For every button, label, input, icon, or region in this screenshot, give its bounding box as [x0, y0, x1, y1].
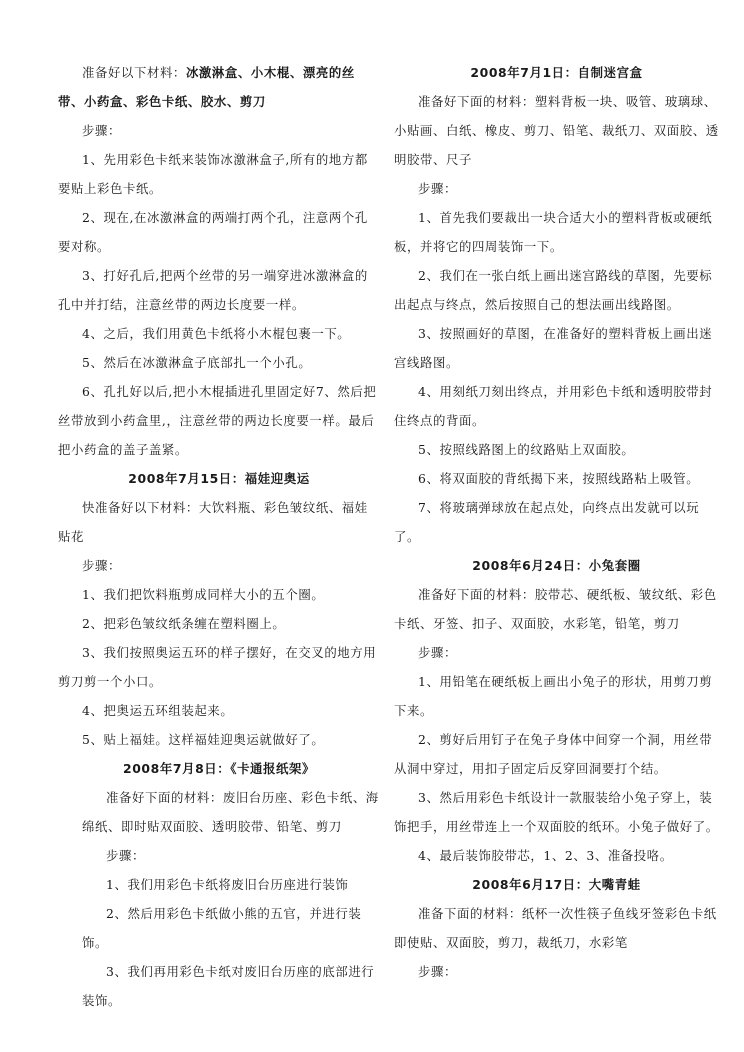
- section-heading: [394, 58, 719, 87]
- step-5: 5、贴上福娃。这样福娃迎奥运就做好了。: [82, 732, 325, 747]
- section-big-mouth-frog: [394, 870, 719, 986]
- step-3: 3、我们按照奥运五环的样子摆好，在交叉的地方用剪刀剪一个小口。: [58, 645, 377, 689]
- heading-date: 2008年7月8日：: [122, 761, 231, 776]
- materials-list: 冰激淋盒、小木棍、漂亮的丝带、小药盒、彩色卡纸、胶水、剪刀: [58, 65, 355, 109]
- step-2: 2、把彩色皱纹纸条缠在塑料圈上。: [82, 616, 286, 631]
- step-4: 4、最后装饰胶带芯，1、2、3、准备投咯。: [418, 848, 673, 863]
- step-4: 4、把奥运五环组装起来。: [82, 703, 234, 718]
- section-heading: [58, 754, 380, 783]
- step-2: 2、剪好后用钉子在兔子身体中间穿一个洞，用丝带从洞中穿过，用扣子固定后反穿回洞要打个结。: [394, 732, 713, 776]
- step-1: 1、我们把饮料瓶剪成同样大小的五个圈。: [82, 587, 325, 602]
- step-6: 6、将双面胶的背纸揭下来，按照线路粘上吸管。: [418, 471, 700, 486]
- left-column: [58, 58, 380, 1015]
- step-2: 2、现在,在冰激淋盒的两端打两个孔，注意两个孔要对称。: [58, 210, 368, 254]
- materials-paragraph: 准备好下面的材料：废旧台历座、彩色卡纸、海绵纸、即时贴双面胶、透明胶带、铅笔、剪刀: [82, 790, 379, 834]
- materials-label: 准备好以下材料：: [82, 65, 186, 80]
- step-1: 1、我们用彩色卡纸将废旧台历座进行装饰: [106, 877, 349, 892]
- heading-title: 福娃迎奥运: [244, 471, 310, 486]
- section-fuwa-olympics: [58, 464, 380, 754]
- steps-label: 步骤：: [82, 123, 121, 138]
- heading-title: 自制迷宫盒: [577, 65, 643, 80]
- heading-date: 2008年6月24日：: [472, 558, 589, 573]
- step-3: 3、按照画好的草图，在准备好的塑料背板上画出迷宫线路图。: [394, 326, 713, 370]
- steps-label: 步骤：: [418, 964, 457, 979]
- materials-paragraph: [58, 58, 380, 116]
- heading-date: 2008年6月17日：: [472, 877, 589, 892]
- section-heading: [394, 870, 719, 899]
- steps-label: 步骤：: [82, 558, 121, 573]
- step-3: 3、打好孔后,把两个丝带的另一端穿进冰激淋盒的孔中并打结，注意丝带的两边长度要一样。: [58, 268, 368, 312]
- indented-block: [58, 783, 380, 1015]
- step-1: 1、用铅笔在硬纸板上画出小兔子的形状，用剪刀剪下来。: [394, 674, 713, 718]
- section-ice-cream-box: [58, 58, 380, 464]
- steps-label: 步骤：: [418, 181, 457, 196]
- heading-title: 《卡通报纸架》: [230, 761, 316, 776]
- section-heading: [394, 551, 719, 580]
- step-7: 7、将玻璃弹球放在起点处，向终点出发就可以玩了。: [394, 500, 700, 544]
- step-3: 3、然后用彩色卡纸设计一款服装给小兔子穿上，装饰把手，用丝带连上一个双面胶的纸环。小兔子做好了。: [394, 790, 719, 834]
- section-heading: [58, 464, 380, 493]
- step-1: 1、先用彩色卡纸来装饰冰激淋盒子,所有的地方都要贴上彩色卡纸。: [58, 152, 368, 196]
- step-5: 5、按照线路图上的纹路贴上双面胶。: [418, 442, 635, 457]
- materials-paragraph: 准备好下面的材料：胶带芯、硬纸板、皱纹纸、彩色卡纸、牙签、扣子、双面胶，水彩笔，铅笔，剪刀: [394, 587, 717, 631]
- step-2: 2、然后用彩色卡纸做小熊的五官，并进行装饰。: [82, 906, 362, 950]
- section-maze-box: [394, 58, 719, 551]
- step-4: 4、之后，我们用黄色卡纸将小木棍包裹一下。: [82, 326, 351, 341]
- materials-paragraph: 准备下面的材料：纸杯一次性筷子鱼线牙签彩色卡纸即使贴、双面胶，剪刀，裁纸刀，水彩笔: [394, 906, 717, 950]
- step-2: 2、我们在一张白纸上画出迷宫路线的草图，先要标出起点与终点，然后按照自己的想法画出线路图。: [394, 268, 713, 312]
- right-column: [394, 58, 719, 986]
- heading-date: 2008年7月15日：: [128, 471, 245, 486]
- step-4: 4、用刻纸刀刻出终点，并用彩色卡纸和透明胶带封住终点的背面。: [394, 384, 713, 428]
- materials-paragraph: 准备好下面的材料：塑料背板一块、吸管、玻璃球、小贴画、白纸、橡皮、剪刀、铅笔、裁纸刀、双面胶、透明胶带、尺子: [394, 94, 719, 167]
- section-rabbit-ring-toss: [394, 551, 719, 870]
- steps-label: 步骤：: [418, 645, 457, 660]
- heading-date: 2008年7月1日：: [470, 65, 578, 80]
- section-newspaper-rack: [58, 754, 380, 1015]
- materials-paragraph: 快准备好以下材料：大饮料瓶、彩色皱纹纸、福娃贴花: [58, 500, 368, 544]
- heading-title: 小兔套圈: [588, 558, 641, 573]
- heading-title: 大嘴青蛙: [588, 877, 641, 892]
- steps-label: 步骤：: [106, 848, 145, 863]
- step-3: 3、我们再用彩色卡纸对废旧台历座的底部进行装饰。: [82, 964, 375, 1008]
- step-1: 1、首先我们要裁出一块合适大小的塑料背板或硬纸板，并将它的四周装饰一下。: [394, 210, 713, 254]
- step-5: 5、然后在冰激淋盒子底部扎一个小孔。: [82, 355, 312, 370]
- step-6: 6、孔扎好以后,把小木棍插进孔里固定好7、然后把丝带放到小药盒里,，注意丝带的两边长度要一样。最后把小药盒的盖子盖紧。: [58, 384, 377, 457]
